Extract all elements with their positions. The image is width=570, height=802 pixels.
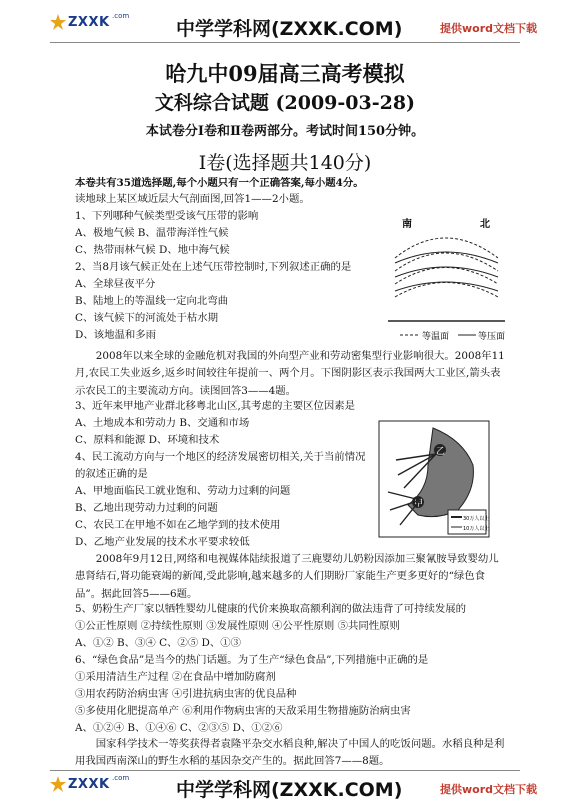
question-line: 1、下列哪种气候类型受该气压带的影响 bbox=[75, 210, 259, 222]
section-heading: Ⅰ卷(选择题共140分) bbox=[198, 152, 372, 174]
passage-migration: 2008年以来全球的金融危机对我国的外向型产业和劳动密集型行业影响很大。2008年11月,农民工失业返乡,返乡时间较往年提前一、两个月。下图阴影区表示我国两大工业区,箭头表示农民工的主要流动方向。读图回答3——4题。 bbox=[75, 350, 505, 397]
option-line: D、乙地产业发展的技术水平要求较低 bbox=[75, 536, 250, 548]
footer-logo[interactable] bbox=[50, 774, 142, 796]
footer-site-name[interactable]: 中学学科网(ZXXK.COM) bbox=[176, 779, 403, 801]
option-line: C、该气候下的河流处于枯水期 bbox=[75, 312, 219, 324]
footer-logo-text: ZXXK bbox=[68, 777, 110, 792]
question-line: 2、当8月该气候正处在上述气压带控制时,下列叙述正确的是 bbox=[75, 261, 352, 273]
exam-subtitle: 文科综合试题 (2009-03-28) bbox=[154, 92, 416, 114]
option-line: ③用农药防治病虫害 ④引进抗病虫害的优良品种 bbox=[75, 688, 297, 700]
option-line: C、原料和能源 D、环境和技术 bbox=[75, 434, 220, 446]
passage-rice: 国家科学技术一等奖获得者袁隆平杂交水稻良种,解决了中国人的吃饭问题。水稻良种是利用我国西南深山的野生水稻的基因杂交产生的。据此回答7——8题。 bbox=[75, 738, 505, 768]
option-line: ①公正性原则 ②持续性原则 ③发展性原则 ④公平性原则 ⑤共同性原则 bbox=[75, 620, 400, 632]
logo-text: ZXXK bbox=[68, 15, 110, 30]
option-line: C、热带雨林气候 D、地中海气候 bbox=[75, 244, 230, 256]
logo-sub: .com bbox=[112, 12, 130, 20]
atmosphere-profile-figure bbox=[380, 213, 510, 343]
header-divider bbox=[50, 42, 520, 43]
question-line: 5、奶粉生产厂家以牺牲婴幼儿健康的代价来换取高额利润的做法违背了可持续发展的 bbox=[75, 603, 467, 615]
legend-10w: 10万人以上 bbox=[463, 526, 490, 532]
option-line: A、①②④ B、①④⑥ C、②③⑤ D、①②⑥ bbox=[75, 722, 283, 734]
footer-logo-sub: .com bbox=[112, 774, 130, 782]
label-yi: 乙 bbox=[436, 447, 446, 457]
migration-map-figure bbox=[378, 420, 490, 538]
option-line: ①采用清洁生产过程 ②在食品中增加防腐剂 bbox=[75, 671, 276, 683]
option-line: A、全球昼夜平分 bbox=[75, 278, 156, 290]
site-name[interactable]: 中学学科网(ZXXK.COM) bbox=[176, 18, 403, 40]
download-link[interactable]: 提供word文档下载 bbox=[440, 22, 538, 35]
option-line: A、土地成本和劳动力 B、交通和市场 bbox=[75, 417, 250, 429]
option-line: A、极地气候 B、温带海洋性气候 bbox=[75, 227, 229, 239]
question-line: 的叙述正确的是 bbox=[75, 468, 148, 480]
option-line: A、甲地面临民工就业饱和、劳动力过剩的问题 bbox=[75, 485, 291, 497]
legend-isopressure: 等压面 bbox=[478, 332, 506, 342]
label-jia: 甲 bbox=[414, 499, 424, 509]
footer-divider bbox=[50, 770, 520, 771]
exam-title: 哈九中09届高三高考模拟 bbox=[165, 61, 405, 86]
label-south: 南 bbox=[402, 219, 412, 230]
question-line: 4、民工流动方向与一个地区的经济发展密切相关,关于当前情况 bbox=[75, 451, 366, 463]
option-line: B、乙地出现劳动力过剩的问题 bbox=[75, 502, 218, 514]
footer-download-link[interactable]: 提供word文档下载 bbox=[440, 783, 538, 796]
instruction-line: 本卷共有35道选择题,每个小题只有一个正确答案,每小题4分。 bbox=[75, 177, 364, 189]
question-line: 3、近年来甲地产业群北移粤北山区,其考虑的主要区位因素是 bbox=[75, 400, 356, 412]
option-line: ⑤多使用化肥提高单产 ⑥利用作物病虫害的天敌采用生物措施防治病虫害 bbox=[75, 705, 411, 717]
label-north: 北 bbox=[480, 219, 490, 230]
exam-note: 本试卷分Ⅰ卷和Ⅱ卷两部分。考试时间150分钟。 bbox=[145, 124, 425, 139]
option-line: B、陆地上的等温线一定向北弯曲 bbox=[75, 295, 229, 307]
passage-milk-powder: 2008年9月12日,网络和电视媒体陆续报道了三鹿婴幼儿奶粉因添加三聚氰胺导致婴幼儿患肾结石,肾功能衰竭的新闻,受此影响,越来越多的人们期盼厂家能生产更多更好的“绿色食品”。据此回答5——6题。 bbox=[75, 553, 499, 600]
question-line: 6、“绿色食品”是当今的热门话题。为了生产“绿色食品”,下列措施中正确的是 bbox=[75, 654, 429, 666]
option-line: A、①② B、③④ C、②⑤ D、①③ bbox=[75, 637, 242, 649]
question-line: 读地球上某区域近层大气剖面图,回答1——2小题。 bbox=[75, 193, 310, 205]
legend-30w: 30万人以上 bbox=[463, 516, 490, 522]
site-logo[interactable] bbox=[50, 12, 142, 34]
legend-isobaric: 等温面 bbox=[422, 332, 450, 342]
option-line: D、该地温和多雨 bbox=[75, 329, 157, 341]
option-line: C、农民工在甲地不如在乙地学到的技术使用 bbox=[75, 519, 281, 531]
